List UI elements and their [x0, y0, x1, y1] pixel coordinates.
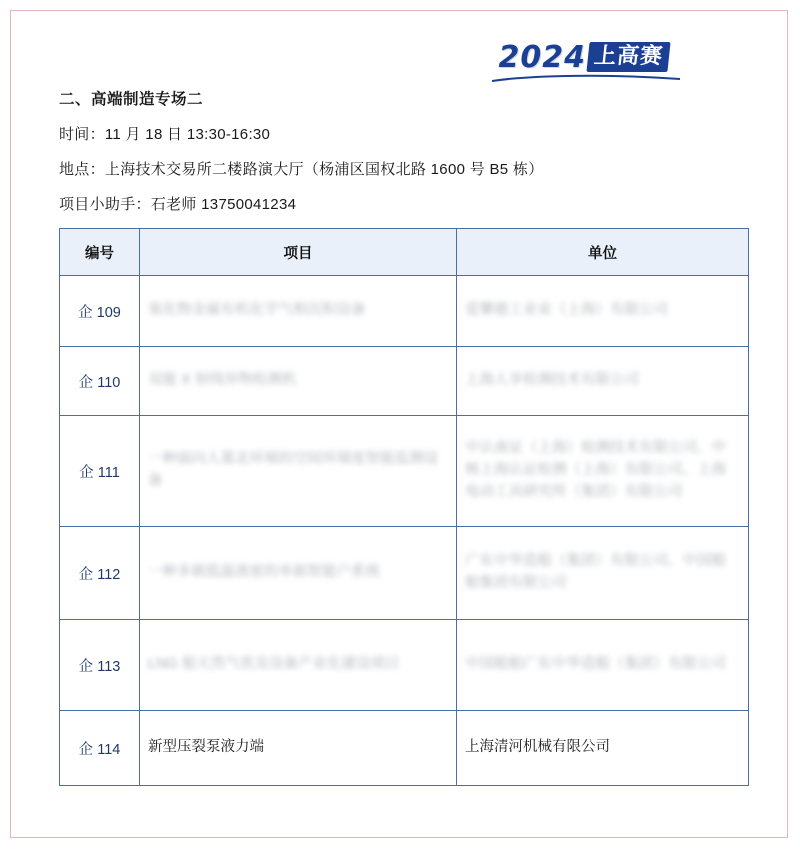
event-logo	[498, 35, 669, 79]
row-org: 中认南证（上海）检测技术有限公司、中核上海认证检测（上海）有限公司、上海电动工具研究所（集团）有限公司	[457, 416, 749, 527]
logo-row	[59, 25, 749, 87]
row-no: 企 112	[60, 527, 140, 620]
row-no: 企 110	[60, 347, 140, 416]
document-body	[59, 25, 749, 786]
meta-time: 时间：11 月 18 日 13:30-16:30	[59, 126, 271, 143]
table-row	[60, 527, 749, 620]
row-project: 一种面向人墓北环境的空间环境度智能监测设备	[140, 416, 457, 527]
row-no: 企 109	[60, 276, 140, 347]
table-row	[60, 276, 749, 347]
page-title: 二、高端制造专场二	[59, 91, 204, 108]
meta-contact: 项目小助手：石老师 13750041234	[59, 196, 297, 213]
document-page	[10, 10, 788, 838]
logo-swoosh-icon	[492, 73, 682, 83]
logo-year-text: 2024	[498, 39, 586, 75]
table-header-row	[60, 229, 749, 276]
row-org: 上海清河机械有限公司	[457, 711, 749, 786]
column-header-project: 项目	[140, 229, 457, 276]
row-no: 企 114	[60, 711, 140, 786]
meta-location: 地点：上海技术交易所二楼路演大厅（杨浦区国权北路 1600 号 B5 栋）	[59, 161, 544, 178]
row-no: 企 113	[60, 620, 140, 711]
row-org: 爱攀德工业业（上海）有限公司	[457, 276, 749, 347]
row-org: 上海人享检测技术有限公司	[457, 347, 749, 416]
row-project: LNG 船天然气优及设备产业化建设项目	[140, 620, 457, 711]
row-org: 广东中华造船（集团）有限公司、中国船舶集团有限公司	[457, 527, 749, 620]
project-table	[59, 228, 749, 786]
row-project: 双能 X 射线异物检测机	[140, 347, 457, 416]
table-row	[60, 416, 749, 527]
row-project: 一种多载低温液密的单据智能户系统	[140, 527, 457, 620]
table-row	[60, 347, 749, 416]
row-project: 新型压裂泵液力端	[140, 711, 457, 786]
row-no: 企 111	[60, 416, 140, 527]
row-project: 氧化物金属有机化学气相沉积设备	[140, 276, 457, 347]
column-header-org: 单位	[457, 229, 749, 276]
table-row	[60, 620, 749, 711]
logo-mark-text: 上高赛	[586, 42, 670, 72]
row-org: 中国船舶广东中华造船（集团）有限公司	[457, 620, 749, 711]
table-row	[60, 711, 749, 786]
column-header-no: 编号	[60, 229, 140, 276]
